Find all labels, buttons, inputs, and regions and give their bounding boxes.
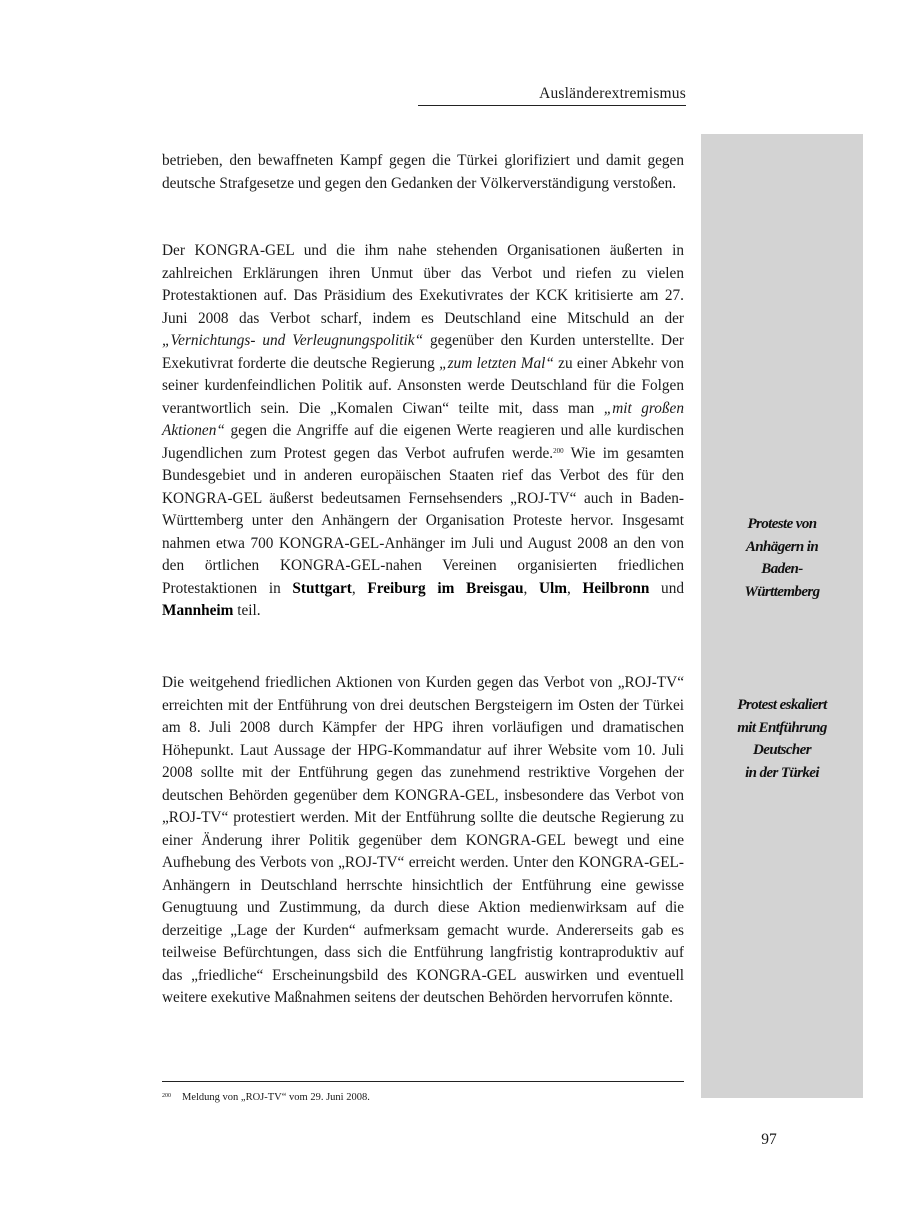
page-number: 97 (761, 1131, 777, 1148)
body-paragraph-1: betrieben, den bewaffneten Kampf gegen die Türkei glorifiziert und damit gegen deutsche Strafgesetze und gegen den Gedanken der Völkerverständigung verstoßen. (162, 152, 684, 192)
margin-note-line: in der Türkei (745, 764, 819, 781)
footnote (162, 1089, 684, 1105)
place-name-freiburg: Freiburg im Breisgau (367, 579, 524, 597)
text-run: gegenüber den Kurden unterstellte. Der Exekutivrat forderte die deutsche Regierung (162, 332, 684, 372)
margin-note-line: Protest eskaliert (737, 697, 827, 713)
text-run: , (523, 579, 539, 597)
text-run: teil. (233, 602, 261, 619)
text-run: und (649, 579, 684, 597)
margin-note-kidnapping (708, 694, 856, 784)
text-run: Wie im gesamten Bundesgebiet und in anderen europäischen Staaten rief das Verbot des für den KONGRA-GEL äußerst bedeutsamen Fernsehsenders „ROJ-TV“ auch in Baden-Württemberg unter den Anhängern der Organisation Proteste hervor. Insgesamt nahmen etwa 700 KONGRA-GEL-Anhänger im Juli und August 2008 an den von den örtlichen KONGRA-GEL-nahen Vereinen organisierten friedlichen Protestaktionen in (162, 444, 684, 597)
body-paragraph-2 (162, 240, 684, 623)
margin-note-protests (708, 513, 856, 603)
footnote-text: Meldung von „ROJ-TV“ vom 29. Juni 2008. (182, 1092, 370, 1103)
margin-note-line: Proteste von (747, 516, 817, 532)
footnote-reference: 200 (553, 446, 564, 455)
text-run: , (351, 579, 368, 597)
place-name-mannheim: Mannheim (162, 602, 234, 619)
margin-note-line: Baden- (761, 561, 803, 577)
margin-column (701, 134, 863, 1098)
text-run: gegen die Angriffe auf die eigenen Werte reagieren und alle kurdischen Jugendlichen zum Protest gegen das Verbot aufrufen werde. (162, 422, 684, 462)
footnote-rule (162, 1081, 684, 1082)
text-run: zu einer Abkehr von seiner kurdenfeindlichen Politik auf. Ansonsten werde Deutschland für die Folgen verantwortlich sein. Die „Komalen Ciwan“ teilte mit, dass man (162, 354, 684, 417)
place-name-heilbronn: Heilbronn (582, 579, 650, 597)
text-run: Der KONGRA-GEL und die ihm nahe stehenden Organisationen äußerten in zahlreichen Erklärungen ihren Unmut über das Verbot und riefen zu vielen Protestaktionen auf. Das Präsidium des Exekutivrates der KCK kritisierte am 27. Juni 2008 das Verbot scharf, indem es Deutschland eine Mitschuld an der (162, 242, 684, 327)
text-run: , (567, 579, 583, 597)
header-rule (418, 105, 686, 106)
margin-note-line: Württemberg (744, 583, 820, 600)
quote-italic: „mit großen Aktionen“ (162, 399, 684, 439)
margin-note-line: Deutscher (753, 742, 811, 758)
place-name-stuttgart: Stuttgart (292, 579, 352, 597)
quote-italic: „Vernichtungs- und Verleugnungspolitik“ (162, 332, 424, 349)
margin-note-line: Anhägern in (745, 538, 819, 555)
margin-note-line: mit Entführung (737, 719, 827, 736)
running-header: Ausländerextremismus (539, 85, 686, 102)
body-paragraph-3: Die weitgehend friedlichen Aktionen von Kurden gegen das Verbot von „ROJ-TV“ erreichten mit der Entführung von drei deutschen Bergsteigern im Osten der Türkei am 8. Juli 2008 durch Kämpfer der HPG ihren vorläufigen und dramatischen Höhepunkt. Laut Aussage der HPG-Kommandatur auf ihrer Website vom 10. Juli 2008 sollte mit der Entführung gegen das zunehmend restriktive Vorgehen der deutschen Behörden gegenüber dem KONGRA-GEL, insbesondere das Verbot von „ROJ-TV“ protestiert werden. Mit der Entführung sollte die deutsche Regierung zu einer Änderung ihrer Politik gegenüber dem KONGRA-GEL bewegt und eine Aufhebung des Verbots von „ROJ-TV“ erreicht werden. Unter den KONGRA-GEL-Anhängern in Deutschland herrschte hinsichtlich der Entführung eine gewisse Genugtuung und Zustimmung, da durch diese Aktion medienwirksam auf die derzeitige „Lage der Kurden“ aufmerksam gemacht wurde. Andererseits gab es teilweise Befürchtungen, dass sich die Entführung langfristig kontraproduktiv auf das „friedliche“ Erscheinungsbild des KONGRA-GEL auswirken und eventuell weitere exekutive Maßnahmen seitens der deutschen Behörden hervorrufen könnte. (162, 674, 684, 1006)
quote-italic: „zum letzten Mal“ (439, 354, 554, 372)
footnote-number: 200 (162, 1093, 171, 1099)
place-name-ulm: Ulm (538, 579, 568, 597)
